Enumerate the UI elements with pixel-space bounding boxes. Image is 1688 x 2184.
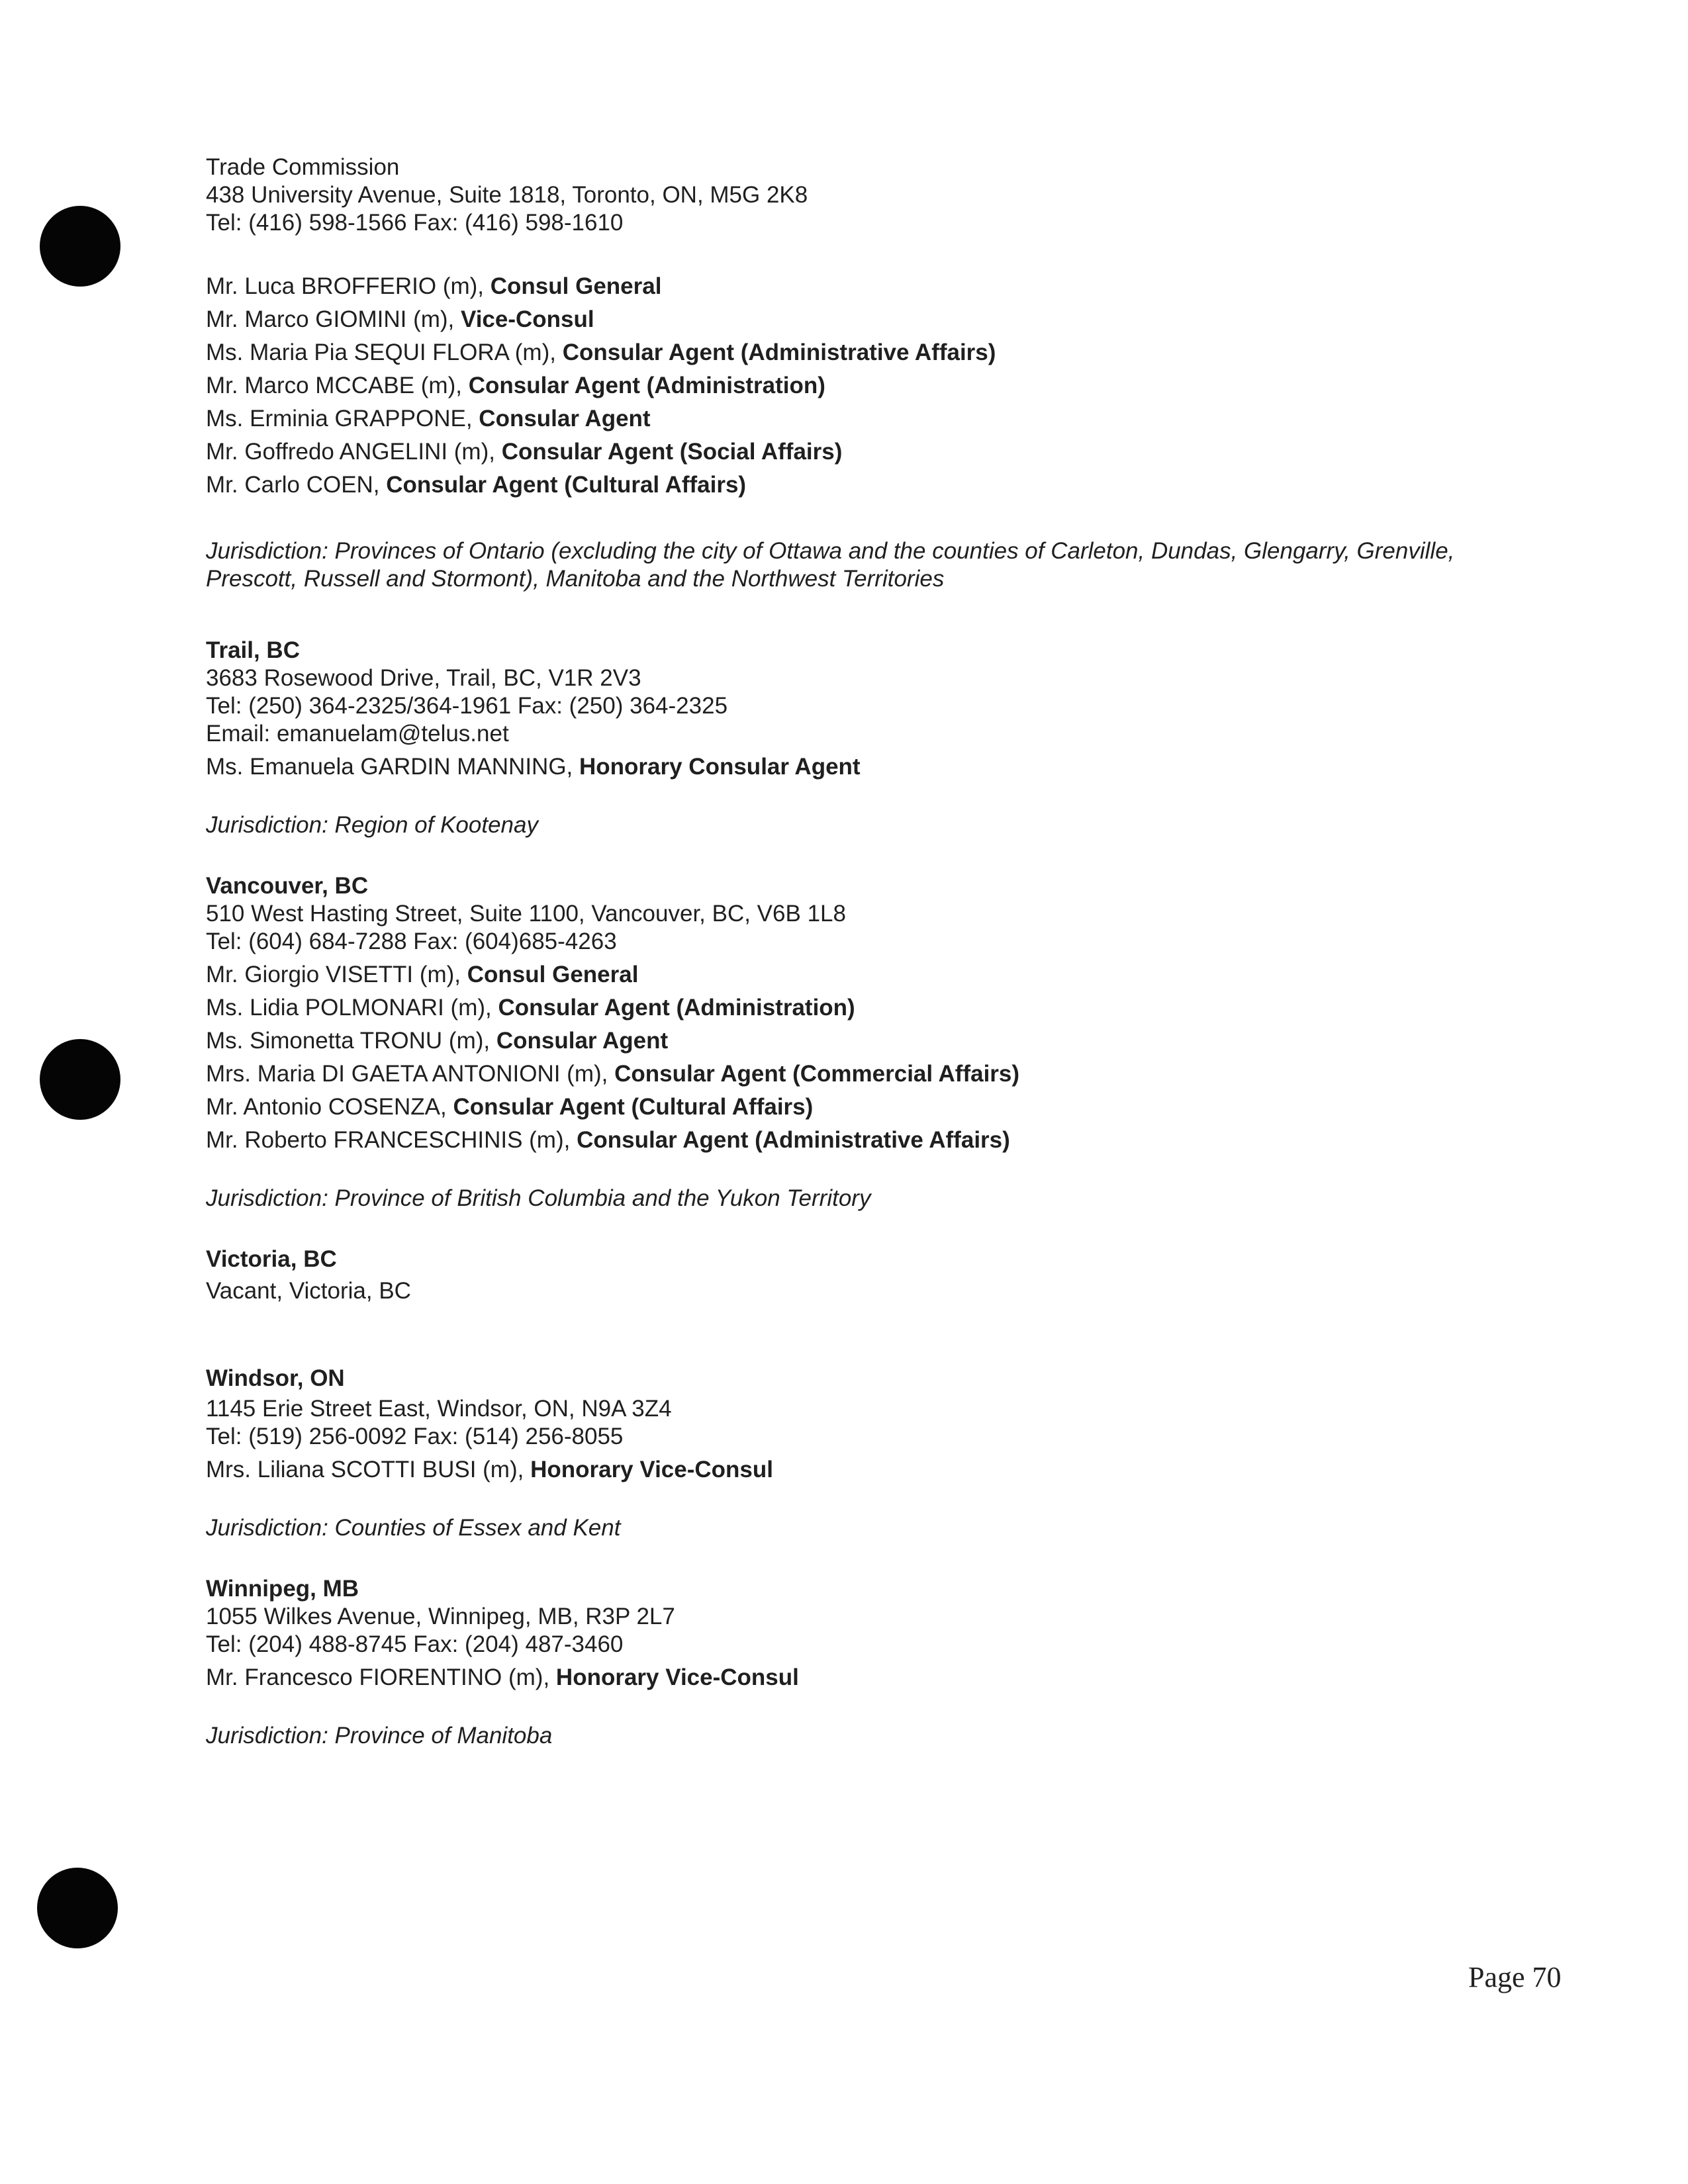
phone-line: Tel: (604) 684-7288 Fax: (604)685-4263 [206, 929, 617, 954]
staff-entry [206, 1091, 1497, 1124]
staff-title: Honorary Vice-Consul [530, 1457, 773, 1482]
staff-title: Consular Agent (Commercial Affairs) [614, 1061, 1020, 1087]
address-line: 438 University Avenue, Suite 1818, Toronto, ON, M5G 2K8 [206, 182, 808, 208]
section-winnipeg [206, 1575, 1497, 1750]
staff-title: Consular Agent (Administrative Affairs) [577, 1127, 1010, 1153]
staff-entry [206, 1661, 1497, 1694]
staff-title: Honorary Vice-Consul [555, 1664, 799, 1690]
staff-name: Mr. Roberto FRANCESCHINIS (m), [206, 1127, 577, 1153]
staff-title: Consul General [467, 962, 639, 987]
address-line: 3683 Rosewood Drive, Trail, BC, V1R 2V3 [206, 665, 641, 691]
phone-line: Tel: (250) 364-2325/364-1961 Fax: (250) 364-2325 [206, 693, 728, 719]
staff-entry [206, 958, 1497, 991]
staff-name: Ms. Emanuela GARDIN MANNING, [206, 754, 579, 780]
staff-name: Mr. Marco MCCABE (m), [206, 373, 469, 398]
staff-title: Consular Agent [479, 406, 651, 432]
staff-title: Consular Agent (Administration) [498, 995, 855, 1021]
jurisdiction-note: Jurisdiction: Region of Kootenay [206, 812, 538, 838]
staff-name: Ms. Maria Pia SEQUI FLORA (m), [206, 340, 563, 365]
staff-entry [206, 336, 1497, 369]
section-toronto-trade [206, 154, 1497, 593]
office-name: Trade Commission [206, 154, 400, 180]
section-vancouver [206, 872, 1497, 1212]
jurisdiction-note: Jurisdiction: Counties of Essex and Kent [206, 1515, 621, 1541]
staff-entry [206, 303, 1497, 336]
staff-title: Consul General [490, 273, 662, 299]
staff-entry [206, 1058, 1497, 1091]
phone-line: Tel: (204) 488-8745 Fax: (204) 487-3460 [206, 1631, 624, 1657]
phone-line: Tel: (519) 256-0092 Fax: (514) 256-8055 [206, 1424, 624, 1449]
staff-name: Mrs. Maria DI GAETA ANTONIONI (m), [206, 1061, 615, 1087]
staff-name: Mr. Luca BROFFERIO (m), [206, 273, 491, 299]
binder-hole-bottom [37, 1868, 118, 1948]
staff-entry [206, 435, 1497, 469]
staff-title: Vice-Consul [460, 306, 594, 332]
staff-title: Consular Agent (Cultural Affairs) [386, 472, 747, 498]
section-trail [206, 637, 1497, 839]
staff-name: Mr. Goffredo ANGELINI (m), [206, 439, 502, 465]
page-number: Page 70 [1468, 1961, 1562, 1993]
staff-name: Ms. Erminia GRAPPONE, [206, 406, 479, 432]
staff-name: Mr. Giorgio VISETTI (m), [206, 962, 467, 987]
staff-name: Ms. Simonetta TRONU (m), [206, 1028, 496, 1054]
staff-title: Honorary Consular Agent [579, 754, 861, 780]
staff-title: Consular Agent [496, 1028, 669, 1054]
binder-hole-top [40, 206, 120, 287]
address-line: 1145 Erie Street East, Windsor, ON, N9A 3Z4 [206, 1396, 672, 1422]
staff-name: Ms. Lidia POLMONARI (m), [206, 995, 498, 1021]
section-victoria [206, 1246, 1497, 1305]
staff-entry [206, 469, 1497, 502]
staff-name: Mr. Carlo COEN, [206, 472, 387, 498]
staff-name: Mr. Marco GIOMINI (m), [206, 306, 461, 332]
address-line: 1055 Wilkes Avenue, Winnipeg, MB, R3P 2L7 [206, 1604, 675, 1629]
office-heading: Winnipeg, MB [206, 1576, 359, 1602]
staff-entry [206, 751, 1497, 784]
staff-title: Consular Agent (Social Affairs) [501, 439, 843, 465]
office-heading: Windsor, ON [206, 1365, 345, 1391]
address-line: 510 West Hasting Street, Suite 1100, Vancouver, BC, V6B 1L8 [206, 901, 846, 927]
staff-name: Mrs. Liliana SCOTTI BUSI (m), [206, 1457, 531, 1482]
jurisdiction-note: Jurisdiction: Provinces of Ontario (excluding the city of Ottawa and the counties of Carleton, Dundas, Glengarry, Grenville, Prescott, Russell and Stormont), Manitoba and the Northwest Territories [206, 538, 1455, 592]
jurisdiction-note: Jurisdiction: Province of Manitoba [206, 1723, 553, 1749]
section-windsor [206, 1365, 1497, 1542]
staff-title: Consular Agent (Cultural Affairs) [453, 1094, 814, 1120]
office-heading: Vancouver, BC [206, 873, 369, 899]
binder-hole-middle [40, 1039, 120, 1120]
staff-entry [206, 270, 1497, 303]
staff-name: Mr. Antonio COSENZA, [206, 1094, 453, 1120]
staff-title: Consular Agent (Administrative Affairs) [562, 340, 996, 365]
jurisdiction-note: Jurisdiction: Province of British Columbia and the Yukon Territory [206, 1185, 871, 1211]
staff-entry [206, 1024, 1497, 1058]
staff-entry [206, 1453, 1497, 1486]
status-line: Vacant, Victoria, BC [206, 1278, 411, 1304]
staff-entry [206, 991, 1497, 1024]
staff-entry [206, 369, 1497, 402]
document-body [206, 154, 1497, 1750]
staff-entry [206, 402, 1497, 435]
staff-title: Consular Agent (Administration) [468, 373, 825, 398]
office-heading: Trail, BC [206, 637, 300, 663]
staff-name: Mr. Francesco FIORENTINO (m), [206, 1664, 556, 1690]
office-heading: Victoria, BC [206, 1246, 337, 1272]
staff-entry [206, 1124, 1497, 1157]
phone-line: Tel: (416) 598-1566 Fax: (416) 598-1610 [206, 210, 624, 236]
email-line: Email: emanuelam@telus.net [206, 721, 509, 747]
